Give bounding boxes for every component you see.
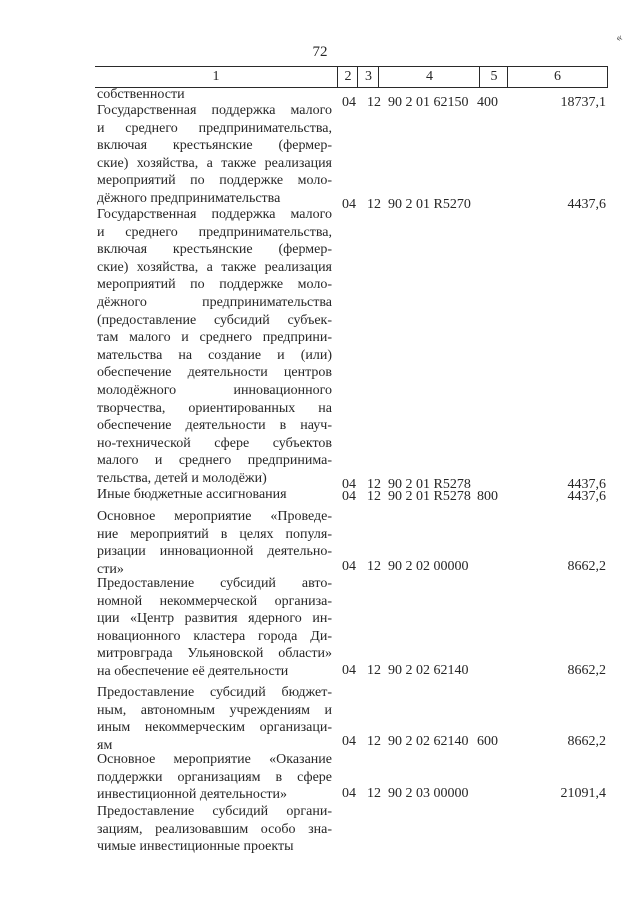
description-line: чимые инвестиционные проекты: [97, 839, 294, 855]
header-col-2: 2: [337, 67, 358, 87]
description-line: номной некоммерческой организа-: [97, 593, 332, 609]
row-description: [97, 486, 332, 504]
description-line: творчества, ориентированных на: [97, 400, 332, 416]
row-description: [97, 206, 332, 488]
description-line: Основное мероприятие «Проведе-: [97, 509, 332, 524]
row-description: [97, 86, 332, 104]
description-line: (предоставление субсидий субъек-: [97, 312, 332, 328]
expense-type-code: 600: [477, 734, 498, 749]
description-line: митровграда Ульяновской области»: [97, 646, 332, 662]
description-line: там малого и среднего предприни-: [97, 330, 332, 346]
row-description: [97, 508, 332, 578]
description-line: ции «Центр развития ядерного ин-: [97, 611, 332, 627]
description-line: включая крестьянские (фермер-: [97, 138, 332, 154]
description-line: ские) хозяйства, а также реализация: [97, 259, 332, 275]
amount-value: 4437,6: [567, 477, 606, 492]
header-col-4: 4: [378, 67, 480, 87]
section-code: 04: [342, 197, 356, 212]
row-description: [97, 803, 332, 856]
subsection-code: 12: [367, 95, 381, 110]
expense-type-code: 400: [477, 95, 498, 110]
amount-value: 8662,2: [567, 559, 606, 574]
target-article-code: 90 2 01 62150: [388, 95, 469, 110]
expense-type-code: 800: [477, 489, 498, 504]
description-line: мательства на создание и (или): [97, 347, 332, 363]
header-col-5: 5: [479, 67, 508, 87]
description-line: сти»: [97, 561, 124, 577]
description-line: зациям, реализовавшим особо зна-: [97, 821, 332, 837]
subsection-code: 12: [367, 786, 381, 801]
amount-value: 21091,4: [560, 786, 606, 801]
description-line: Предоставление субсидий авто-: [97, 576, 332, 591]
description-line: обеспечение деятельности в науч-: [97, 418, 332, 434]
description-line: Основное мероприятие «Оказание: [97, 752, 332, 767]
description-line: ние мероприятий в целях популя-: [97, 526, 332, 542]
description-line: ризации инновационной деятельно-: [97, 544, 332, 560]
description-line: иным некоммерческим организаци-: [97, 720, 332, 736]
amount-value: 8662,2: [567, 734, 606, 749]
description-line: включая крестьянские (фермер-: [97, 242, 332, 258]
page-number: 72: [312, 44, 328, 60]
amount-value: 4437,6: [567, 489, 606, 504]
description-line: дёжного предпринимательства: [97, 190, 281, 206]
description-line: мероприятий по поддержке моло-: [97, 173, 332, 189]
target-article-code: 90 2 01 R5278: [388, 489, 471, 504]
description-line: ям: [97, 737, 113, 753]
section-code: 04: [342, 95, 356, 110]
target-article-code: 90 2 02 62140: [388, 734, 469, 749]
description-line: мероприятий по поддержке моло-: [97, 277, 332, 293]
description-line: собственности: [97, 87, 185, 102]
description-line: поддержки организациям в сфере: [97, 769, 332, 785]
corner-pen-mark: «: [613, 29, 625, 45]
description-line: на обеспечение её деятельности: [97, 663, 289, 679]
section-code: 04: [342, 559, 356, 574]
header-col-1: 1: [212, 69, 220, 84]
description-line: тельства, детей и молодёжи): [97, 470, 267, 486]
subsection-code: 12: [367, 477, 381, 492]
description-line: обеспечение деятельности центров: [97, 365, 332, 381]
description-line: Государственная поддержка малого: [97, 207, 332, 222]
description-line: дёжного предпринимательства: [97, 294, 332, 310]
subsection-code: 12: [367, 197, 381, 212]
section-code: 04: [342, 734, 356, 749]
amount-value: 8662,2: [567, 663, 606, 678]
target-article-code: 90 2 03 00000: [388, 786, 469, 801]
table-header: [95, 66, 608, 88]
target-article-code: 90 2 01 R5278: [388, 477, 471, 492]
description-line: новационного кластера города Ди-: [97, 628, 332, 644]
row-description: [97, 102, 332, 208]
subsection-code: 12: [367, 489, 381, 504]
row-description: [97, 684, 332, 754]
subsection-code: 12: [367, 559, 381, 574]
section-code: 04: [342, 786, 356, 801]
amount-value: 4437,6: [567, 197, 606, 212]
description-line: но-технической сфере субъектов: [97, 435, 332, 451]
row-description: [97, 751, 332, 804]
description-line: и среднего предпринимательства,: [97, 120, 332, 136]
target-article-code: 90 2 02 62140: [388, 663, 469, 678]
description-line: ным, автономным учреждениям и: [97, 702, 332, 718]
amount-value: 18737,1: [560, 95, 606, 110]
header-col-6: 6: [507, 67, 607, 87]
section-code: 04: [342, 663, 356, 678]
target-article-code: 90 2 02 00000: [388, 559, 469, 574]
section-code: 04: [342, 477, 356, 492]
description-line: Иные бюджетные ассигнования: [97, 487, 287, 502]
description-line: малого и среднего предпринима-: [97, 453, 332, 469]
description-line: ские) хозяйства, а также реализация: [97, 155, 332, 171]
subsection-code: 12: [367, 663, 381, 678]
header-col-3: 3: [357, 67, 379, 87]
description-line: инвестиционной деятельности»: [97, 787, 288, 803]
row-description: [97, 575, 332, 681]
description-line: Предоставление субсидий бюджет-: [97, 685, 332, 700]
section-code: 04: [342, 489, 356, 504]
description-line: Государственная поддержка малого: [97, 103, 332, 118]
description-line: молодёжного инновационного: [97, 382, 332, 398]
subsection-code: 12: [367, 734, 381, 749]
target-article-code: 90 2 01 R5270: [388, 197, 471, 212]
description-line: Предоставление субсидий органи-: [97, 804, 332, 819]
description-line: и среднего предпринимательства,: [97, 224, 332, 240]
